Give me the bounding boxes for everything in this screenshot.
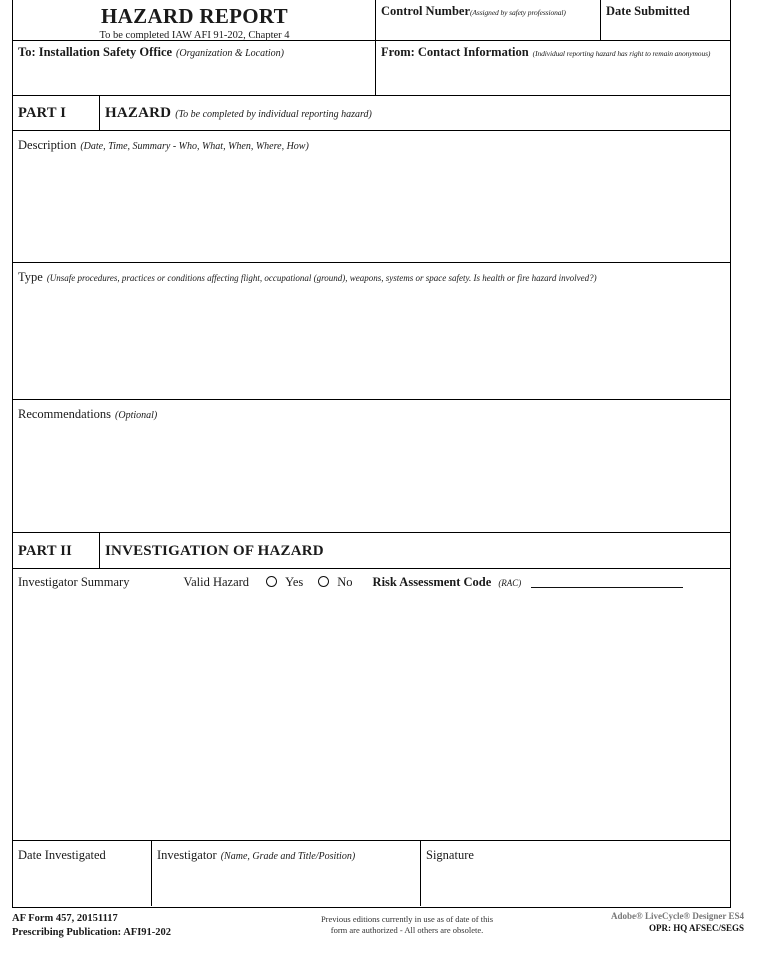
footer-left-block (12, 912, 171, 940)
date-submitted-field[interactable] (601, 0, 730, 41)
form-footer (12, 912, 756, 968)
type-label: Type (18, 270, 43, 284)
valid-hazard-yes-radio[interactable] (266, 576, 277, 587)
to-hint: (Organization & Location) (176, 48, 285, 59)
part2-title-cell (100, 533, 730, 569)
part1-label-cell (13, 96, 100, 131)
part2-label: PART II (18, 543, 72, 559)
date-submitted-label: Date Submitted (606, 4, 690, 18)
control-number-label: Control Number (381, 4, 471, 18)
signature-field[interactable] (421, 841, 730, 906)
investigator-summary-label: Investigator Summary (18, 575, 130, 589)
part2-label-cell (13, 533, 100, 569)
investigator-field[interactable] (152, 841, 421, 906)
prescribing-publication: Prescribing Publication: AFI91-202 (12, 927, 172, 939)
form-number: AF Form 457, 20151117 (12, 913, 118, 924)
header-to-from-row (13, 41, 730, 96)
footer-right-block (611, 910, 744, 934)
part1-title-cell (100, 96, 730, 131)
header-title-row (13, 0, 730, 41)
investigator-hint: (Name, Grade and Title/Position) (220, 851, 356, 862)
previous-editions-line-1: Previous editions currently in use as of date of this (320, 914, 494, 924)
title-block (13, 0, 376, 41)
rac-hint: (RAC) (498, 578, 522, 588)
investigation-signature-row (13, 841, 730, 906)
document-subtitle: To be completed IAW AFI 91-202, Chapter 4 (99, 30, 290, 41)
previous-editions-line-2: form are authorized - All others are obsolete. (330, 925, 484, 936)
control-number-hint: (Assigned by safety professional) (470, 8, 566, 17)
recommendations-field[interactable] (13, 400, 730, 533)
from-label: From: Contact Information (381, 45, 529, 59)
part1-banner-row (13, 96, 730, 131)
description-hint: (Date, Time, Summary - Who, What, When, Where, How) (80, 141, 309, 152)
part2-banner-row (13, 533, 730, 569)
date-investigated-field[interactable] (13, 841, 152, 906)
valid-hazard-yes-label: Yes (285, 575, 304, 589)
valid-hazard-label: Valid Hazard (183, 575, 250, 589)
description-field[interactable] (13, 131, 730, 263)
valid-hazard-no-radio[interactable] (318, 576, 329, 587)
to-installation-safety-office-field[interactable] (13, 41, 376, 96)
investigator-summary-field[interactable] (13, 569, 730, 841)
signature-label: Signature (426, 848, 474, 862)
control-number-field[interactable] (376, 0, 601, 41)
part1-label: PART I (18, 105, 67, 121)
type-field[interactable] (13, 263, 730, 400)
valid-hazard-no-label: No (337, 575, 353, 589)
rac-input[interactable] (531, 576, 683, 588)
part1-hint: (To be completed by individual reporting hazard) (175, 109, 372, 120)
from-contact-information-field[interactable] (376, 41, 730, 96)
recommendations-hint: (Optional) (115, 410, 158, 421)
rac-label: Risk Assessment Code (372, 575, 492, 589)
investigator-label: Investigator (157, 848, 217, 862)
from-hint: (Individual reporting hazard has right to remain anonymous) (532, 49, 711, 58)
footer-center-block (292, 914, 522, 937)
page-title: HAZARD REPORT (101, 4, 288, 28)
opr-label: OPR: HQ AFSEC/SEGS (648, 923, 744, 934)
form-border-frame (12, 0, 731, 908)
description-label: Description (18, 138, 77, 152)
to-label: To: Installation Safety Office (18, 45, 173, 59)
part2-title: INVESTIGATION OF HAZARD (105, 543, 324, 559)
investigator-summary-line (13, 569, 730, 591)
recommendations-label: Recommendations (18, 407, 112, 421)
part1-title: HAZARD (105, 105, 172, 121)
date-investigated-label: Date Investigated (18, 848, 106, 862)
type-hint: (Unsafe procedures, practices or conditions affecting flight, occupational (ground), weapons, systems or space safety. Is health or fire hazard involved?) (46, 273, 597, 283)
designer-credit: Adobe® LiveCycle® Designer ES4 (610, 911, 744, 921)
